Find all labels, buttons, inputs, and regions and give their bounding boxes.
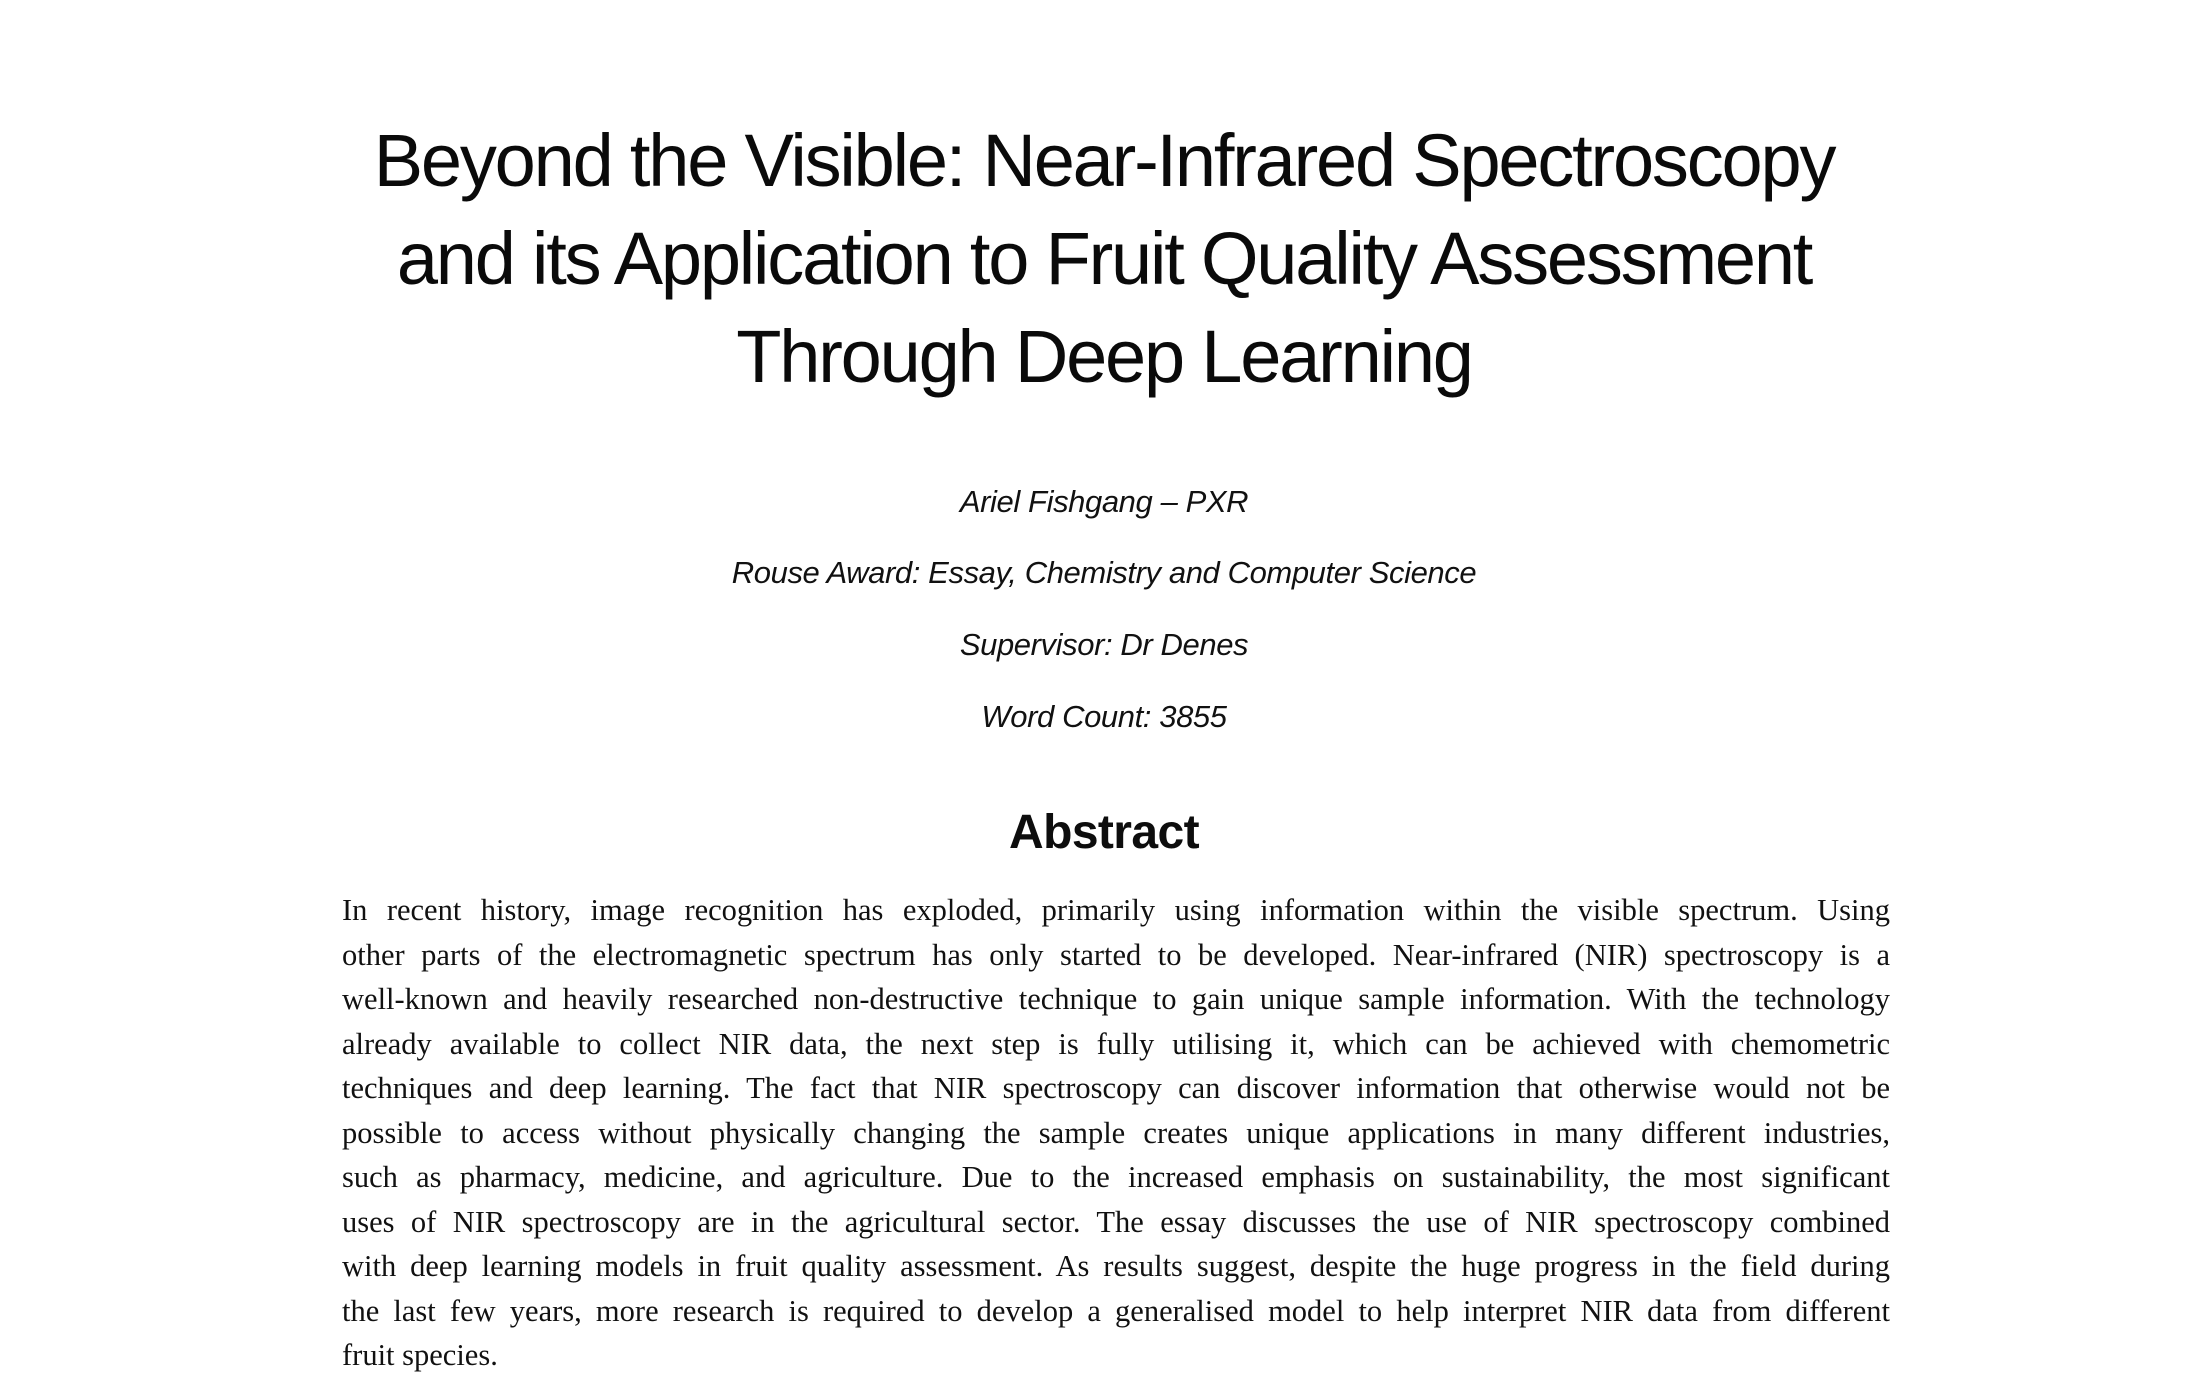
abstract-line: the last few years, more research is required to develop a generalised model to help interpret NIR data from different <box>342 1293 1890 1328</box>
award-line: Rouse Award: Essay, Chemistry and Computer Science <box>731 555 1477 590</box>
title-line: and its Application to Fruit Quality Assessment <box>396 217 1812 300</box>
document-title <box>300 112 1908 406</box>
author-line: Ariel Fishgang – PXR <box>959 484 1249 519</box>
abstract-paragraph <box>342 888 1890 1378</box>
title-line: Beyond the Visible: Near-Infrared Spectroscopy <box>373 119 1835 202</box>
word-count-line: Word Count: 3855 <box>981 699 1227 734</box>
abstract-line: techniques and deep learning. The fact that NIR spectroscopy can discover information that otherwise would not be <box>342 1071 1890 1105</box>
supervisor-line: Supervisor: Dr Denes <box>959 627 1249 662</box>
abstract-line: with deep learning models in fruit quality assessment. As results suggest, despite the huge progress in the field during <box>342 1249 1890 1283</box>
abstract-line: fruit species. <box>342 1338 498 1372</box>
abstract-line: other parts of the electromagnetic spectrum has only started to be developed. Near-infrared (NIR) spectroscopy is a <box>342 937 1890 972</box>
title-line: Through Deep Learning <box>736 315 1472 398</box>
abstract-line: possible to access without physically changing the sample creates unique applications in many different industries, <box>342 1115 1890 1150</box>
abstract-line: such as pharmacy, medicine, and agriculture. Due to the increased emphasis on sustainability, the most significant <box>342 1160 1890 1194</box>
abstract-heading: Abstract <box>1009 806 1199 859</box>
abstract-line: already available to collect NIR data, the next step is fully utilising it, which can be achieved with chemometric <box>342 1026 1890 1061</box>
abstract-line: well-known and heavily researched non-destructive technique to gain unique sample information. With the technology <box>342 982 1890 1016</box>
abstract-line: In recent history, image recognition has exploded, primarily using information within the visible spectrum. Using <box>342 893 1890 927</box>
abstract-line: uses of NIR spectroscopy are in the agricultural sector. The essay discusses the use of NIR spectroscopy combined <box>342 1204 1890 1239</box>
